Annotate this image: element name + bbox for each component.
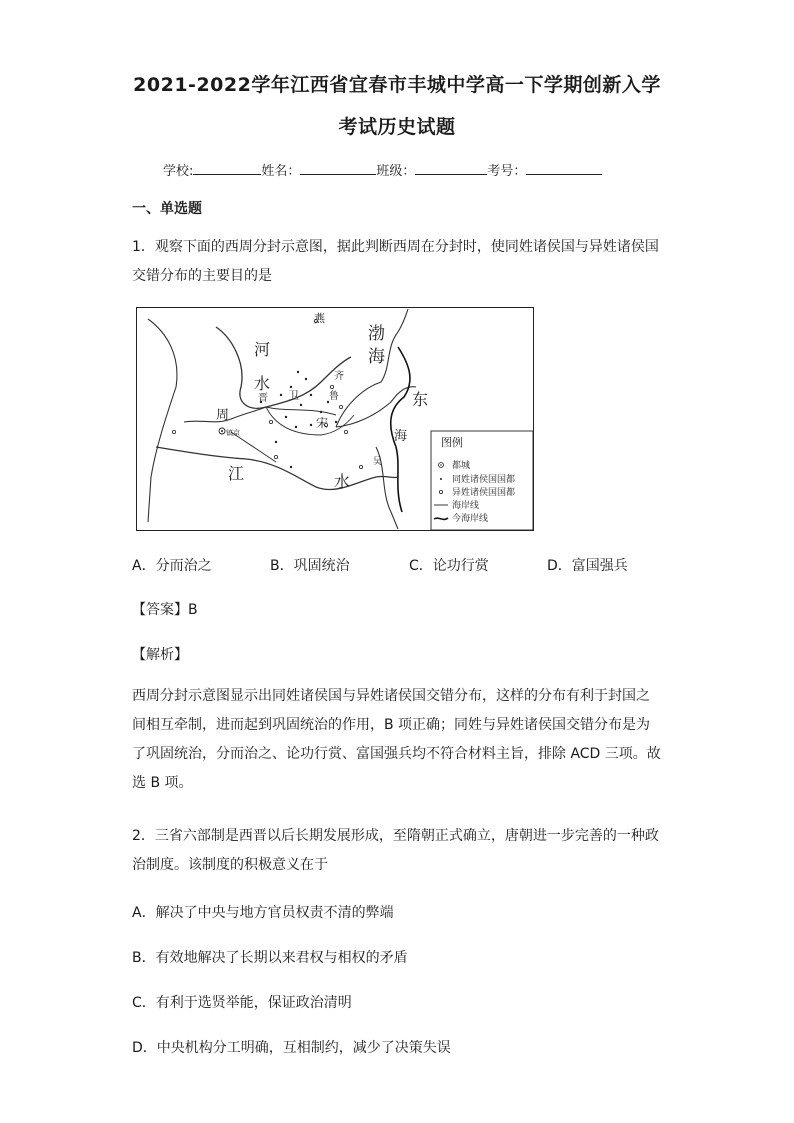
q2-option-b[interactable]: B．有效地解决了长期以来君权与相权的矛盾	[132, 950, 408, 966]
q2-stem-line2: 治制度。该制度的积极意义在于	[132, 857, 328, 873]
legend-title: 图例	[441, 436, 463, 449]
legend-diff-surname: 异姓诸侯国国都	[452, 488, 516, 498]
q1-stem	[132, 233, 664, 291]
map-label-jiang: 江	[228, 464, 245, 483]
q1-analysis-line: 了巩固统治，分而治之、论功行赏、富国强兵均不符合材料主旨，排除 ACD 三项。故	[132, 746, 661, 762]
number-blank[interactable]	[526, 162, 602, 175]
q1-analysis-label: 【解析】	[132, 647, 188, 663]
map-label-bohai-2: 海	[368, 347, 385, 367]
q2-stem-line1: 2．三省六部制是西晋以后长期发展形成，至隋朝正式确立，唐朝进一步完善的一种政	[132, 828, 659, 844]
class-blank[interactable]	[415, 162, 487, 175]
name-label: 姓名：	[261, 164, 301, 179]
map-label-song: 宋	[316, 416, 329, 430]
q1-option-c[interactable]: C．论功行赏	[409, 558, 489, 574]
map-label-yan: 燕	[314, 312, 325, 325]
q1-analysis-line: 选 B 项。	[132, 775, 193, 791]
q1-analysis-line: 间相互牵制，进而起到巩固统治的作用，B 项正确；同姓与异姓诸侯国交错分布是为	[132, 717, 651, 733]
legend-modern-coast: 今海岸线	[452, 514, 489, 524]
school-label: 学校:	[163, 164, 194, 179]
student-info-row	[163, 160, 602, 179]
q2-option-d[interactable]: D．中央机构分工明确，互相制约，减少了决策失误	[132, 1040, 451, 1056]
map-label-donghai-1: 东	[412, 390, 429, 409]
map-label-haojing: 镐京	[226, 429, 240, 437]
map-label-wu: 吴	[373, 457, 383, 467]
q1-option-a[interactable]: A．分而治之	[132, 558, 212, 574]
school-blank[interactable]	[193, 162, 261, 175]
q1-analysis-line: 西周分封示意图显示出同姓诸侯国与异姓诸侯国交错分布，这样的分布有利于封国之	[132, 688, 650, 704]
legend-same-surname: 同姓诸侯国国都	[452, 475, 516, 485]
exam-title-line1: 2021-2022学年江西省宜春市丰城中学高一下学期创新入学	[133, 74, 661, 96]
q1-analysis	[132, 682, 664, 798]
map-label-wei: 卫	[288, 389, 299, 402]
western-zhou-fief-map	[136, 307, 534, 531]
map-label-bohai-1: 渤	[368, 324, 385, 344]
map-label-lu: 鲁	[329, 391, 339, 402]
map-label-shui: 水	[334, 472, 351, 491]
map-label-jin: 晋	[258, 393, 268, 404]
map-label-river-shui: 水	[254, 374, 271, 393]
number-label: 考号：	[487, 164, 527, 179]
q1-stem-line1: 1．观察下面的西周分封示意图，据此判断西周在分封时，使同姓诸侯国与异姓诸侯国	[132, 239, 659, 255]
q2-stem	[132, 822, 664, 880]
q1-option-d[interactable]: D．富国强兵	[547, 558, 628, 574]
legend-capital: 都城	[452, 461, 471, 471]
map-label-zhou: 周	[216, 408, 230, 423]
exam-title-line2: 考试历史试题	[338, 116, 456, 138]
name-blank[interactable]	[300, 162, 376, 175]
map-label-qi: 齐	[334, 371, 344, 382]
class-label: 班级：	[376, 164, 416, 179]
q2-option-a[interactable]: A．解决了中央与地方官员权责不清的弊端	[132, 905, 394, 921]
q1-answer: 【答案】B	[132, 602, 198, 618]
section-heading: 一、单选题	[132, 201, 202, 217]
q1-stem-line2: 交错分布的主要目的是	[132, 268, 272, 284]
map-label-donghai-2: 海	[394, 429, 408, 444]
q2-option-c[interactable]: C．有利于选贤举能，保证政治清明	[132, 995, 352, 1011]
map-legend	[431, 431, 533, 530]
map-label-river-he: 河	[254, 340, 271, 359]
legend-coast: 海岸线	[452, 501, 480, 511]
q1-option-b[interactable]: B．巩固统治	[270, 558, 350, 574]
